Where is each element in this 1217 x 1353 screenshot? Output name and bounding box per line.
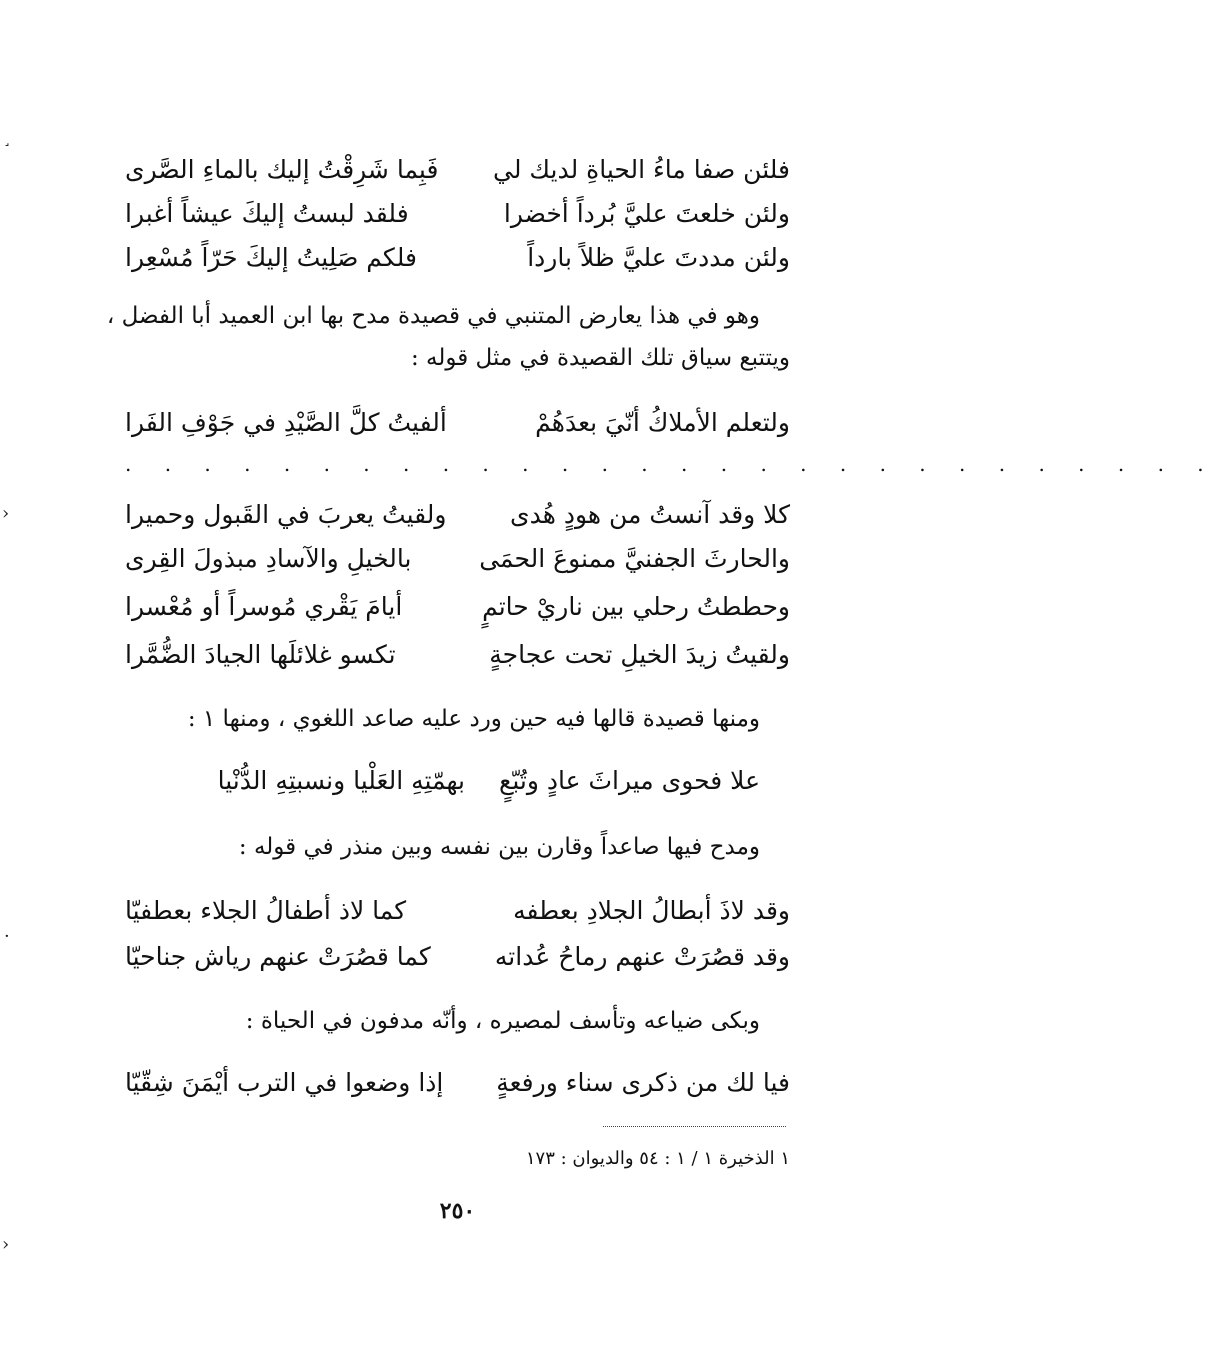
verse-line xyxy=(125,632,790,676)
second-hemistich: إذا وضعوا في الترب أيْمَنَ شِقّيّا xyxy=(125,1067,444,1097)
prose-paragraph-line: ومنها قصيدة قالها فيه حين ورد عليه صاعد اللغوي ، ومنها ١ : xyxy=(187,706,760,732)
first-hemistich: والحارثَ الجفنيَّ ممنوعَ الحمَى xyxy=(479,543,790,573)
first-hemistich: ولتعلم الأملاكُ أنّيَ بعدَهُمْ xyxy=(535,407,790,437)
second-hemistich: بالخيلِ والآسادِ مبذولَ القِرى xyxy=(125,543,412,573)
page-number: ٢٥٠ xyxy=(439,1198,476,1224)
prose-paragraph-line: وهو في هذا يعارض المتنبي في قصيدة مدح بها ابن العميد أبا الفضل ، xyxy=(106,303,760,329)
first-hemistich: فيا لك من ذكرى سناء ورفعةٍ xyxy=(496,1067,790,1097)
second-hemistich: فلكم صَلِيتُ إليكَ حَرّاً مُسْعِرا xyxy=(125,242,417,272)
first-hemistich: ولئن خلعتَ عليَّ بُرداً أخضرا xyxy=(503,198,790,228)
footnote: ١ الذخيرة ١ / ١ : ٥٤ والديوان : ١٧٣ xyxy=(525,1148,790,1169)
margin-mark: · xyxy=(4,926,10,947)
margin-mark: › xyxy=(2,503,10,524)
first-hemistich: وحططتُ رحلي بين ناريْ حاتمٍ xyxy=(482,591,790,621)
first-hemistich: ولقيتُ زيدَ الخيلِ تحت عجاجةٍ xyxy=(489,639,790,669)
first-hemistich: فلئن صفا ماءُ الحياةِ لديك لي xyxy=(493,154,790,184)
verse-line xyxy=(125,1060,790,1104)
margin-mark: › xyxy=(2,1234,10,1255)
first-hemistich: وقد قصُرَتْ عنهم رماحُ عُداته xyxy=(494,941,790,971)
first-hemistich: وقد لاذَ أبطالُ الجلادِ بعطفه xyxy=(513,895,790,925)
first-hemistich: كلا وقد آنستُ من هودٍ هُدى xyxy=(510,499,790,529)
verse-line xyxy=(125,584,790,628)
second-hemistich: كما قصُرَتْ عنهم رياش جناحيّا xyxy=(125,941,431,971)
footnote-rule xyxy=(603,1126,786,1127)
second-hemistich: فَبِما شَرِقْتُ إليك بالماءِ الصَّرى xyxy=(125,154,439,184)
verse-line xyxy=(125,492,790,536)
prose-paragraph-line: وبكى ضياعه وتأسف لمصيره ، وأنّه مدفون في الحياة : xyxy=(245,1008,760,1034)
second-hemistich: فلقد لبستُ إليكَ عيشاً أغبرا xyxy=(125,198,409,228)
second-hemistich: أيامَ يَقْري مُوسراً أو مُعْسرا xyxy=(125,591,403,621)
prose-paragraph-line: ويتتبع سياق تلك القصيدة في مثل قوله : xyxy=(410,345,790,371)
verse-line xyxy=(125,888,790,932)
verse-line xyxy=(165,758,760,802)
second-hemistich: ألفيتُ كلَّ الصَّيْدِ في جَوْفِ الفَرا xyxy=(125,407,447,437)
omission-dots: . . . . . . . . . . . . . . . . . . . . . . . . . . . . xyxy=(125,452,1217,476)
second-hemistich: تكسو غلائلَها الجيادَ الضُّمَّرا xyxy=(125,639,396,669)
margin-mark: ˼ xyxy=(4,126,10,147)
verse-line xyxy=(125,934,790,978)
second-hemistich: بهمّتِهِ العَلْيا ونسبتِهِ الدُّنْيا xyxy=(217,765,465,795)
verse-line xyxy=(125,235,790,279)
second-hemistich: كما لاذ أطفالُ الجلاء بعطفيّا xyxy=(125,895,407,925)
first-hemistich: ولئن مددتَ عليَّ ظلاً بارداً xyxy=(527,242,790,272)
verse-line xyxy=(125,147,790,191)
verse-line xyxy=(125,191,790,235)
verse-line xyxy=(125,536,790,580)
verse-line xyxy=(125,400,790,444)
prose-paragraph-line: ومدح فيها صاعداً وقارن بين نفسه وبين منذر في قوله : xyxy=(238,834,760,860)
second-hemistich: ولقيتُ يعربَ في القَبول وحميرا xyxy=(125,499,447,529)
first-hemistich: علا فحوى ميراثَ عادٍ وتُبّعٍ xyxy=(499,765,760,795)
